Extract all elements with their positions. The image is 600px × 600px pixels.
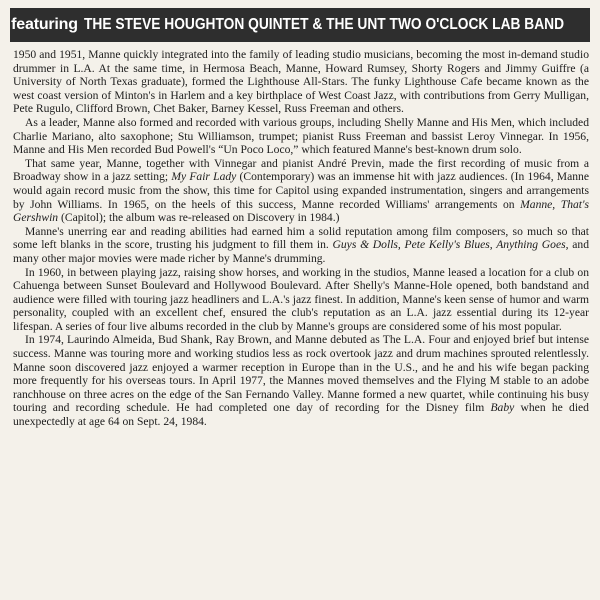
album-title-my-fair-lady: My Fair Lady (171, 170, 237, 184)
paragraph-3-text-b: (Contemporary) was an immense hit with jazz audiences. (In 1964, Manne would again record music from the show, this time for Capitol using expanded instrumentation, singers and arrangements by John Williams. In 1965, on the heels of this success, Manne recorded Williams' arrangements on (13, 170, 589, 211)
paragraph-4-text-a: Manne's unerring ear and reading abilities had earned him a solid reputation among film composers, so much so that some left blanks in the score, trusting his judgment to fill them in. (13, 224, 589, 252)
paragraph-3 (13, 157, 589, 225)
paragraph-4 (13, 225, 589, 266)
paragraph-3-text-c: (Capitol); the album was re-released on Discovery in 1984.) (61, 211, 340, 225)
film-titles: Guys & Dolls, Pete Kelly's Blues, Anything Goes, (332, 238, 569, 252)
paragraph-4-text-b: and many other major movies were made richer by Manne's drumming. (13, 238, 589, 265)
paragraph-3-text-a: That same year, Manne, together with Vinnegar and pianist André Previn, made the first recording of music from a Broadway show in a jazz setting; (13, 156, 589, 184)
paragraph-5: In 1960, in between playing jazz, raising show horses, and working in the studios, Manne leased a location for a club on Cahuenga between Sunset Boulevard and Hollywood Boulevard. After Shelly's Manne-Hole opened, both bandstand and audience were filled with touring jazz headliners and L.A.'s jazz finest. In addition, Manne's keen sense of humor and warm personality, coupled with an excellent chef, ensured the club's reputation as an L.A. jazz essential during its 12-year lifespan. A series of four live albums recorded in the club by Manne's groups are considered some of his most popular. (13, 265, 589, 333)
album-title-gershwin: Manne, That's Gershwin (13, 197, 590, 225)
header-banner (10, 8, 590, 42)
paragraph-6-text-b: when he died unexpectedly at age 64 on Sept. 24, 1984. (13, 401, 589, 429)
paragraph-6 (13, 333, 589, 428)
paragraph-2: As a leader, Manne also formed and recorded with various groups, including Shelly Manne and His Men, which included Charlie Mariano, alto saxophone; Stu Williamson, trumpet; pianist Russ Freeman and bassist Leroy Vinnegar. In 1956, Manne and His Men recorded Bud Powell's “Un Poco Loco,” which featured Manne's best-known drum solo. (13, 115, 589, 157)
banner-prefix: featuring (11, 16, 78, 33)
paragraph-1: 1950 and 1951, Manne quickly integrated into the family of leading studio musicians, becoming the most in-demand studio drummer in L.A. At the same time, in Hermosa Beach, Manne, Howard Rumsey, Shorty Rogers and Jimmy Guiffre (a University of North Texas graduate), formed the Lighthouse All-Stars. The funky Lighthouse Cafe became known as the west coast version of Minton's in Harlem and a key birthplace of West Coast Jazz, with contributions from Gerry Mulligan, Pete Rugulo, Clifford Brown, Chet Baker, Barney Kessel, Russ Freeman and others. (13, 48, 589, 116)
paragraph-6-text-a: In 1974, Laurindo Almeida, Bud Shank, Ray Brown, and Manne debuted as The L.A. Four and enjoyed brief but intense success. Manne was touring more and working studios less as rock overtook jazz and drum machines sprouted relentlessly. Manne soon discovered jazz enjoyed a warmer reception in Europe than in the U.S., and he and his wife began packing more frequently for his overseas tours. In April 1977, the Mannes moved themselves and the Flying M stable to an adobe ranchhouse on three acres on the edge of the San Fernando Valley. Manne formed a new quartet, while continuing his busy touring and recording schedule. He had completed one day of recording for the Disney film (13, 333, 589, 415)
film-title-baby: Baby (490, 401, 515, 415)
banner-title: THE STEVE HOUGHTON QUINTET & THE UNT TWO O'CLOCK LAB BAND (83, 16, 564, 33)
article-body (13, 48, 589, 429)
